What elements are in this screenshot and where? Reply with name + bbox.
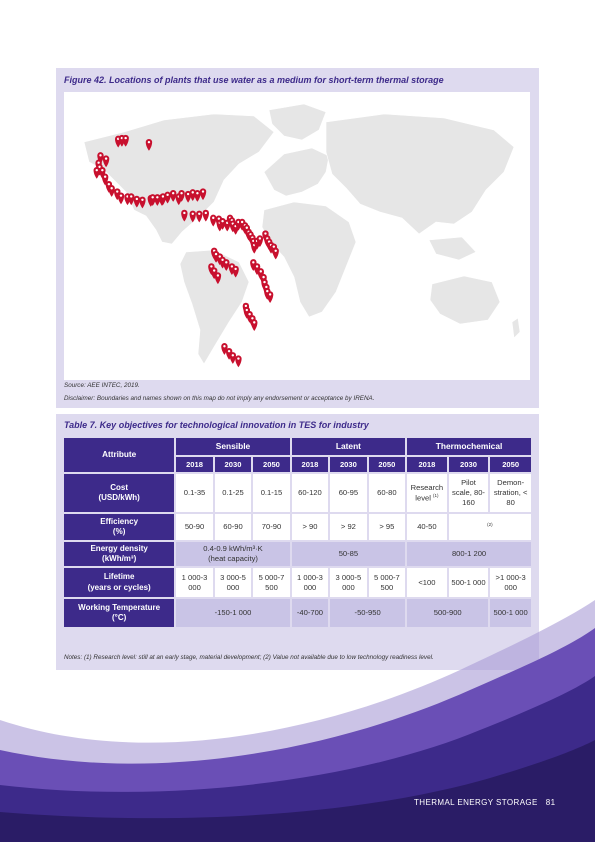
table-cell: > 95: [368, 513, 406, 541]
map-marker-dot: [265, 286, 267, 288]
map-marker-icon: [230, 352, 236, 364]
table-cell: 5 000-7 500: [368, 567, 406, 598]
southeast-asia-land: [429, 237, 476, 260]
map-marker-icon: [267, 291, 273, 303]
group-header-sensible: Sensible: [175, 437, 290, 456]
table-cell: 60-80: [368, 473, 406, 513]
table-row-efficiency: [63, 513, 532, 541]
map-marker-dot: [252, 261, 254, 263]
map-marker-icon: [118, 192, 124, 204]
table-cell: Pilot scale, 80-160: [448, 473, 490, 513]
map-marker-dot: [262, 276, 264, 278]
map-marker-dot: [210, 265, 212, 267]
map-marker-dot: [166, 194, 168, 196]
attribute-header: Attribute: [63, 437, 175, 473]
map-marker-icon: [94, 167, 100, 179]
year-header: 2050: [368, 456, 406, 473]
map-marker-dot: [124, 137, 126, 139]
year-header: 2030: [329, 456, 367, 473]
map-marker-dot: [96, 169, 98, 171]
group-header-latent: Latent: [291, 437, 406, 456]
map-marker-dot: [225, 261, 227, 263]
table-cell: -150-1 000: [175, 598, 290, 628]
map-marker-dot: [105, 157, 107, 159]
table-cell: 3 000-5 000: [329, 567, 367, 598]
table-cell: 3 000-5 000: [214, 567, 252, 598]
table-cell: 0.1-15: [252, 473, 290, 513]
world-map: [64, 92, 530, 380]
year-header: 2018: [291, 456, 329, 473]
map-marker-dot: [260, 270, 262, 272]
table-cell: 0.1-25: [214, 473, 252, 513]
row-label-efficiency: Efficiency (%): [63, 513, 175, 541]
map-marker-dot: [231, 265, 233, 267]
page-number: 81: [545, 798, 556, 807]
map-marker-dot: [246, 227, 248, 229]
table-cell: 800-1 200: [406, 541, 532, 567]
map-marker-dot: [253, 321, 255, 323]
map-marker-dot: [232, 354, 234, 356]
table-cell: > 92: [329, 513, 367, 541]
map-marker-dot: [221, 220, 223, 222]
year-header: 2030: [214, 456, 252, 473]
table-row-cost: [63, 473, 532, 513]
map-marker-dot: [248, 313, 250, 315]
table-cell: <100: [406, 567, 448, 598]
table-cell: 1 000-3 000: [175, 567, 213, 598]
map-marker-dot: [228, 350, 230, 352]
table-cell: 60-120: [291, 473, 329, 513]
europe-land: [264, 148, 329, 196]
new-zealand-land: [512, 318, 520, 338]
map-marker-dot: [246, 309, 248, 311]
map-marker-dot: [130, 195, 132, 197]
map-marker-dot: [202, 190, 204, 192]
map-marker-dot: [256, 265, 258, 267]
map-marker-dot: [221, 259, 223, 261]
row-label-working-temperature: Working Temperature (°C): [63, 598, 175, 628]
map-marker-dot: [205, 212, 207, 214]
map-marker-dot: [120, 194, 122, 196]
map-marker-icon: [210, 215, 216, 227]
table-cell: 60-95: [329, 473, 367, 513]
map-marker-dot: [196, 192, 198, 194]
africa-land: [262, 202, 356, 317]
figure-source: Source: AEE INTEC, 2019.: [64, 382, 140, 389]
table-cell: 5 000-7 500: [252, 567, 290, 598]
map-marker-dot: [259, 237, 261, 239]
map-marker-dot: [108, 183, 110, 185]
map-marker-dot: [99, 154, 101, 156]
map-marker-dot: [148, 141, 150, 143]
row-label-energy-density: Energy density (kWh/m³): [63, 541, 175, 567]
map-marker-dot: [162, 195, 164, 197]
table-cell: -50-950: [329, 598, 406, 628]
map-marker-icon: [108, 185, 114, 197]
map-marker-dot: [116, 190, 118, 192]
map-marker-dot: [223, 345, 225, 347]
map-marker-dot: [213, 269, 215, 271]
map-marker-dot: [97, 162, 99, 164]
table-cell: 500-900: [406, 598, 489, 628]
year-header: 2050: [252, 456, 290, 473]
map-marker-dot: [156, 196, 158, 198]
map-marker-dot: [104, 176, 106, 178]
table-cell: 0.1-35: [175, 473, 213, 513]
map-marker-dot: [151, 196, 153, 198]
table-cell: 500-1 000: [489, 598, 532, 628]
world-map-graphic: [64, 92, 530, 380]
map-marker-dot: [183, 212, 185, 214]
row-label-lifetime: Lifetime (years or cycles): [63, 567, 175, 598]
map-marker-dot: [245, 305, 247, 307]
greenland-land: [269, 104, 326, 140]
table-cell: (2): [448, 513, 532, 541]
table-row-energy-density: [63, 541, 532, 567]
map-marker-dot: [237, 357, 239, 359]
asia-land: [326, 114, 514, 234]
row-label-cost: Cost (USD/kWh): [63, 473, 175, 513]
year-header: 2030: [448, 456, 490, 473]
figure-panel: [56, 68, 539, 408]
map-marker-dot: [192, 191, 194, 193]
map-marker-dot: [198, 213, 200, 215]
group-header-thermochemical: Thermochemical: [406, 437, 532, 456]
map-marker-dot: [217, 274, 219, 276]
year-header: 2018: [406, 456, 448, 473]
map-marker-dot: [172, 192, 174, 194]
table-cell: Demon-stration, < 80: [489, 473, 532, 513]
table-cell: > 90: [291, 513, 329, 541]
map-marker-dot: [273, 245, 275, 247]
footer-title: THERMAL ENERGY STORAGE: [414, 798, 538, 807]
figure-disclaimer: Disclaimer: Boundaries and names shown on this map do not imply any endorsement or acceptance by IRENA.: [64, 395, 375, 402]
map-marker-dot: [234, 268, 236, 270]
australia-land: [430, 276, 500, 324]
table-cell: >1 000-3 000: [489, 567, 532, 598]
table-cell: 50-90: [175, 513, 213, 541]
map-marker-icon: [251, 319, 257, 331]
table-notes: Notes: (1) Research level: still at an early stage, material development; (2) Value not available due to low technology readiness level.: [64, 654, 434, 661]
year-header: 2050: [489, 456, 532, 473]
table-cell: Research level $^{(1)}$: [406, 473, 448, 513]
table-cell: 60-90: [214, 513, 252, 541]
figure-title: Figure 42. Locations of plants that use water as a medium for short-term thermal storage: [64, 75, 444, 85]
map-marker-dot: [212, 217, 214, 219]
year-header: 2018: [175, 456, 213, 473]
map-marker-icon: [235, 355, 241, 367]
map-marker-icon: [203, 210, 209, 222]
map-marker-dot: [251, 317, 253, 319]
table-cell: -40-700: [291, 598, 329, 628]
table-cell: 1 000-3 000: [291, 567, 329, 598]
map-marker-dot: [136, 198, 138, 200]
map-marker-dot: [269, 293, 271, 295]
table-cell: 500-1 000: [448, 567, 490, 598]
page-footer: [414, 798, 556, 807]
map-marker-dot: [180, 192, 182, 194]
map-marker-dot: [215, 253, 217, 255]
table-cell: 40-50: [406, 513, 448, 541]
map-marker-icon: [273, 248, 279, 260]
map-marker-dot: [263, 281, 265, 283]
map-marker-dot: [141, 199, 143, 201]
table-cell: 50-85: [291, 541, 406, 567]
map-marker-dot: [264, 232, 266, 234]
map-marker-dot: [218, 218, 220, 220]
map-marker-dot: [187, 193, 189, 195]
map-marker-dot: [101, 169, 103, 171]
map-marker-icon: [196, 211, 202, 223]
table-title: Table 7. Key objectives for technological innovation in TES for industry: [64, 420, 369, 430]
map-marker-dot: [275, 250, 277, 252]
table-cell: 0.4-0.9 kWh/m³·K (heat capacity): [175, 541, 290, 567]
map-marker-dot: [192, 213, 194, 215]
table-cell: 70-90: [252, 513, 290, 541]
map-marker-dot: [110, 187, 112, 189]
